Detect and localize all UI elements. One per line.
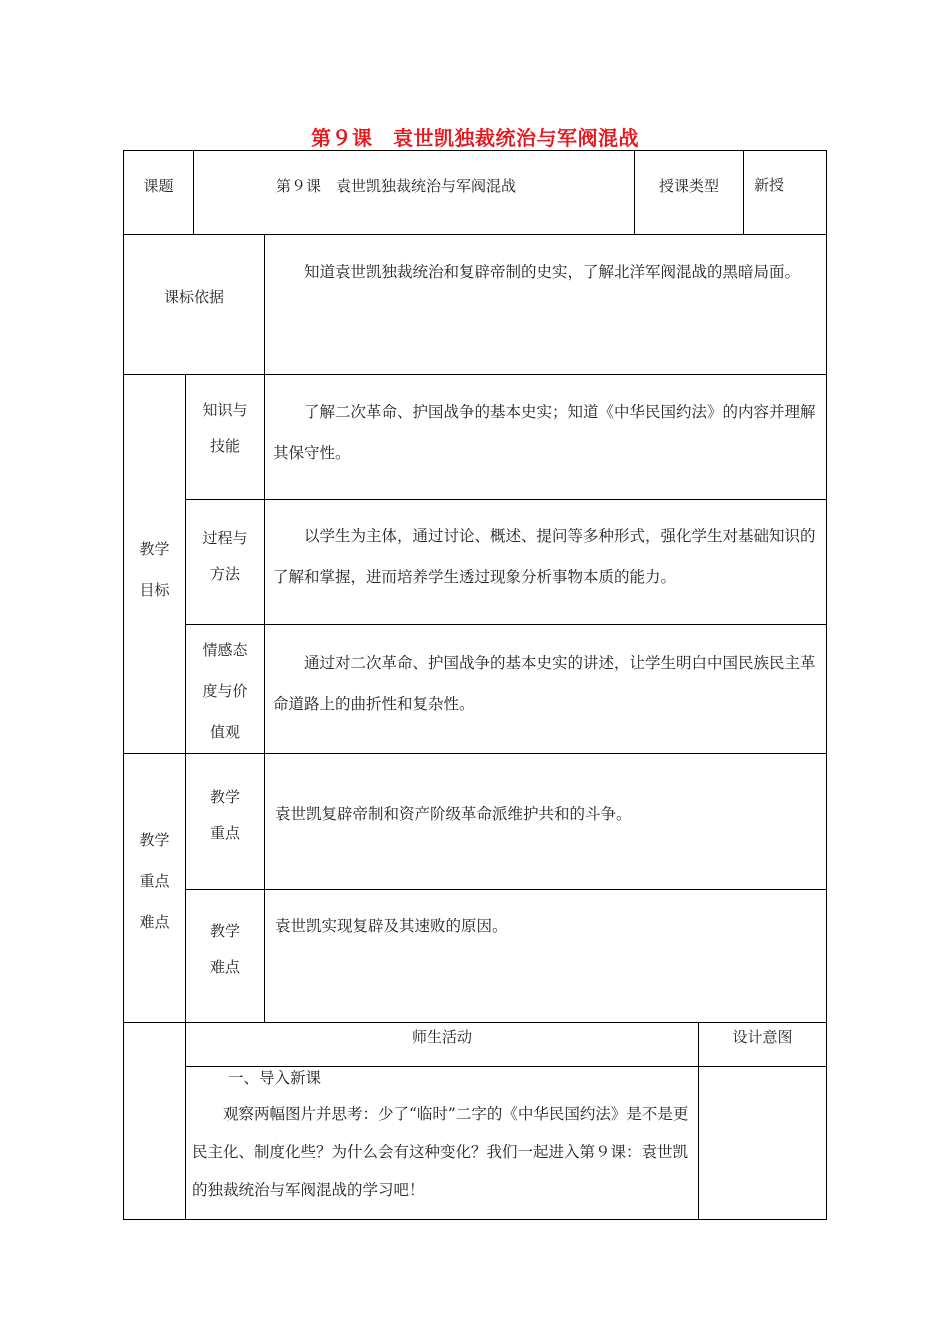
key-point-label: 教学 重点 (209, 788, 240, 842)
goal-emotion-label: 情感态 度与价 值观 (202, 641, 248, 741)
goal-knowledge-label: 知识与 技能 (202, 401, 248, 455)
keypoints-label: 教学 重点 难点 (139, 831, 170, 931)
goal-process-label: 过程与 方法 (202, 529, 248, 583)
goals-label: 教学 目标 (139, 540, 170, 599)
lesson-type-value: 新授 (754, 176, 785, 194)
section-title: 一、导入新课 (228, 1069, 322, 1087)
topic-label: 课题 (143, 177, 174, 195)
topic-value: 第９课 袁世凯独裁统治与军阀混战 (276, 177, 517, 195)
lesson-type-label: 授课类型 (658, 177, 719, 195)
difficulty-label: 教学 难点 (209, 922, 240, 976)
goal-emotion-text: 通过对二次革命、护国战争的基本史实的讲述，让学生明白中国民族民主革命道路上的曲折性和复杂性。 (273, 654, 816, 713)
intent-column-header: 设计意图 (732, 1028, 793, 1046)
activity-text: 观察两幅图片并思考：少了“临时”二字的《中华民国约法》是不是更民主化、制度化些？为什么会有这种变化？我们一起进入第９课：袁世凯的独裁统治与军阀混战的学习吧！ (192, 1105, 689, 1199)
goal-process-text: 以学生为主体，通过讨论、概述、提问等多种形式，强化学生对基础知识的了解和掌握，进而培养学生透过现象分析事物本质的能力。 (273, 527, 816, 586)
page-title: 第９课 袁世凯独裁统治与军阀混战 (311, 126, 639, 150)
standard-text: 知道袁世凯独裁统治和复辟帝制的史实，了解北洋军阀混战的黑暗局面。 (304, 263, 801, 281)
goal-knowledge-text: 了解二次革命、护国战争的基本史实；知道《中华民国约法》的内容并理解其保守性。 (273, 403, 816, 462)
key-point-text: 袁世凯复辟帝制和资产阶级革命派维护共和的斗争。 (275, 805, 632, 823)
standard-label: 课标依据 (163, 288, 224, 306)
difficulty-text: 袁世凯实现复辟及其速败的原因。 (275, 917, 508, 935)
activity-column-header: 师生活动 (411, 1028, 472, 1046)
